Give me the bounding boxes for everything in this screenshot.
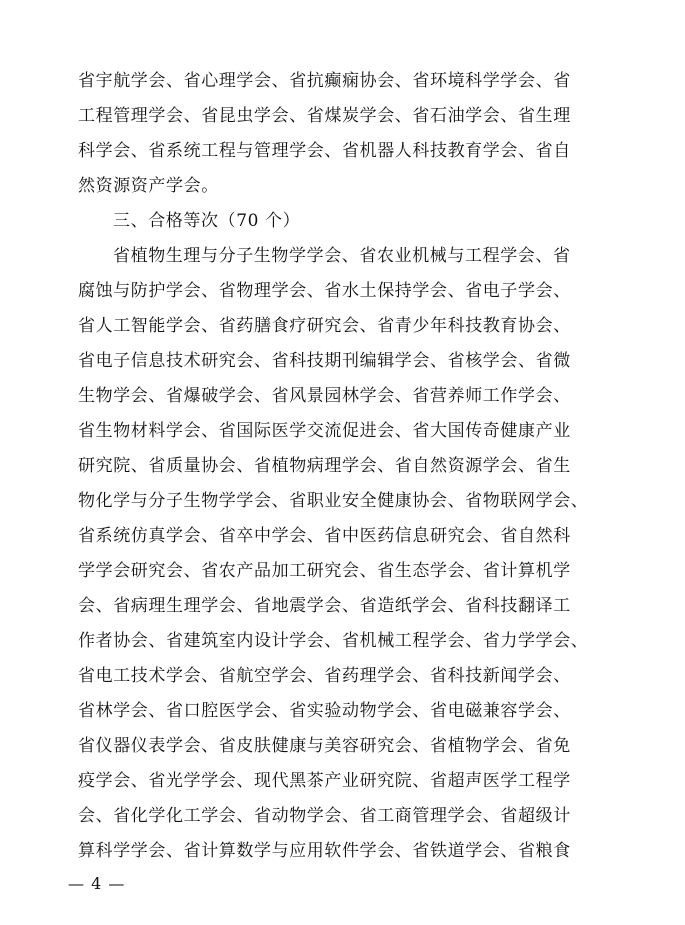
paragraph2-line-15: 省仪器仪表学会、省皮肤健康与美容研究会、省植物学会、省免 (78, 736, 571, 756)
paragraph2-line-12: 作者协会、省建筑室内设计学会、省机械工程学会、省力学学会、 (78, 631, 589, 651)
paragraph2-line-13: 省电工技术学会、省航空学会、省药理学会、省科技新闻学会、 (78, 666, 571, 686)
paragraph2-line-5: 生物学会、省爆破学会、省风景园林学会、省营养师工作学会、 (78, 386, 571, 406)
page-number: — 4 — (68, 874, 126, 893)
paragraph2-line-8: 物化学与分子生物学学会、省职业安全健康协会、省物联网学会、 (78, 491, 589, 511)
paragraph2-line-6: 省生物材料学会、省国际医学交流促进会、省大国传奇健康产业 (78, 421, 571, 441)
paragraph1-line-3: 科学会、省系统工程与管理学会、省机器人科技教育学会、省自 (78, 141, 571, 161)
paragraph2-line-11: 会、省病理生理学会、省地震学会、省造纸学会、省科技翻译工 (78, 596, 571, 616)
paragraph2-line-9: 省系统仿真学会、省卒中学会、省中医药信息研究会、省自然科 (78, 526, 571, 546)
paragraph2-line-4: 省电子信息技术研究会、省科技期刊编辑学会、省核学会、省微 (78, 351, 571, 371)
paragraph2-line-14: 省林学会、省口腔医学会、省实验动物学会、省电磁兼容学会、 (78, 701, 571, 721)
paragraph1-line-1: 省宇航学会、省心理学会、省抗癫痫协会、省环境科学学会、省 (78, 71, 571, 91)
paragraph2-line-17: 会、省化学化工学会、省动物学会、省工商管理学会、省超级计 (78, 806, 571, 826)
paragraph1-line-2: 工程管理学会、省昆虫学会、省煤炭学会、省石油学会、省生理 (78, 106, 571, 126)
paragraph2-line-18: 算科学学会、省计算数学与应用软件学会、省铁道学会、省粮食 (78, 841, 571, 861)
paragraph2-line-3: 省人工智能学会、省药膳食疗研究会、省青少年科技教育协会、 (78, 316, 571, 336)
section-heading: 三、合格等次（70 个） (113, 211, 301, 231)
paragraph2-line-7: 研究院、省质量协会、省植物病理学会、省自然资源学会、省生 (78, 456, 571, 476)
paragraph2-line-16: 疫学会、省光学学会、现代黑茶产业研究院、省超声医学工程学 (78, 771, 571, 791)
paragraph2-line-10: 学学会研究会、省农产品加工研究会、省生态学会、省计算机学 (78, 561, 571, 581)
paragraph2-line-2: 腐蚀与防护学会、省物理学会、省水土保持学会、省电子学会、 (78, 281, 571, 301)
paragraph1-line-4: 然资源资产学会。 (78, 176, 219, 196)
paragraph2-line-1: 省植物生理与分子生物学学会、省农业机械与工程学会、省 (113, 246, 571, 266)
